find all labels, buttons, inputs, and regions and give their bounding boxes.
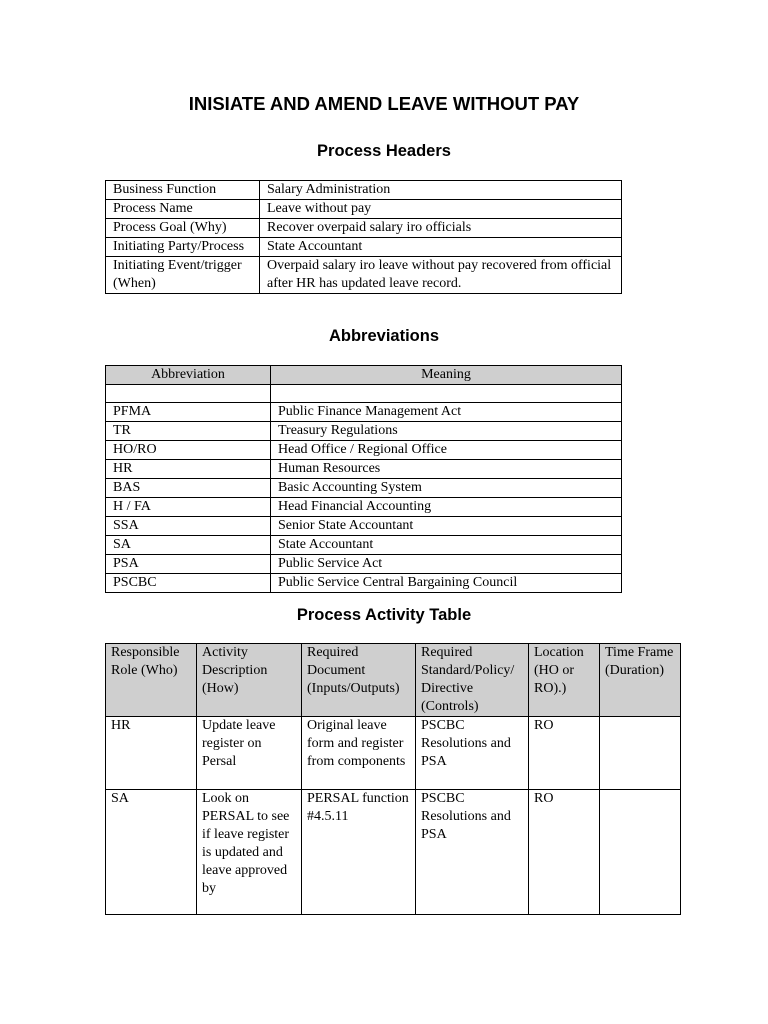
table-row — [106, 441, 622, 460]
table-row — [106, 200, 622, 219]
abbreviation-cell: PFMA — [106, 403, 271, 422]
location-cell: RO — [529, 790, 600, 915]
meaning-cell — [271, 385, 622, 403]
standard-cell: PSCBC Resolutions and PSA — [416, 790, 529, 915]
header-label: Process Goal (Why) — [106, 219, 260, 238]
location-cell: RO — [529, 717, 600, 790]
meaning-cell: Treasury Regulations — [271, 422, 622, 441]
header-value: Recover overpaid salary iro officials — [260, 219, 622, 238]
process-activity-heading: Process Activity Table — [296, 606, 472, 624]
process-headers-heading: Process Headers — [317, 142, 451, 160]
document-cell: PERSAL function #4.5.11 — [302, 790, 416, 915]
column-header-role: Responsible Role (Who) — [106, 644, 197, 717]
meaning-cell: Head Financial Accounting — [271, 498, 622, 517]
role-cell: HR — [106, 717, 197, 790]
header-label: Process Name — [106, 200, 260, 219]
time-frame-cell — [600, 790, 681, 915]
time-frame-cell — [600, 717, 681, 790]
abbreviation-cell: HR — [106, 460, 271, 479]
process-headers-table — [105, 180, 622, 294]
table-row — [106, 181, 622, 200]
document-cell: Original leave form and register from components — [302, 717, 416, 790]
abbreviations-table — [105, 365, 622, 593]
column-header-standard: Required Standard/Policy/ Directive (Controls) — [416, 644, 529, 717]
abbreviation-cell: H / FA — [106, 498, 271, 517]
abbreviation-cell: HO/RO — [106, 441, 271, 460]
meaning-cell: Public Service Central Bargaining Council — [271, 574, 622, 593]
document-title: INISIATE AND AMEND LEAVE WITHOUT PAY — [188, 93, 580, 114]
meaning-cell: Public Finance Management Act — [271, 403, 622, 422]
abbreviation-cell — [106, 385, 271, 403]
table-row — [106, 790, 681, 915]
table-header-row — [106, 644, 681, 717]
header-value: Salary Administration — [260, 181, 622, 200]
abbreviation-cell: SA — [106, 536, 271, 555]
meaning-cell: Basic Accounting System — [271, 479, 622, 498]
table-row — [106, 498, 622, 517]
meaning-cell: Head Office / Regional Office — [271, 441, 622, 460]
header-value: Overpaid salary iro leave without pay recovered from official after HR has updated leave record. — [260, 257, 622, 294]
table-row — [106, 238, 622, 257]
table-row — [106, 257, 622, 294]
meaning-cell: Public Service Act — [271, 555, 622, 574]
column-header-location: Location (HO or RO).) — [529, 644, 600, 717]
header-label: Initiating Party/Process — [106, 238, 260, 257]
standard-cell: PSCBC Resolutions and PSA — [416, 717, 529, 790]
table-row — [106, 536, 622, 555]
header-value: State Accountant — [260, 238, 622, 257]
header-label: Initiating Event/trigger (When) — [106, 257, 260, 294]
meaning-cell: Senior State Accountant — [271, 517, 622, 536]
abbreviation-cell: SSA — [106, 517, 271, 536]
description-cell: Update leave register on Persal — [197, 717, 302, 790]
meaning-cell: Human Resources — [271, 460, 622, 479]
header-label: Business Function — [106, 181, 260, 200]
table-row — [106, 555, 622, 574]
column-header-meaning: Meaning — [271, 366, 622, 385]
header-value: Leave without pay — [260, 200, 622, 219]
table-row — [106, 385, 622, 403]
abbreviation-cell: BAS — [106, 479, 271, 498]
table-row — [106, 574, 622, 593]
abbreviations-heading: Abbreviations — [328, 327, 440, 345]
table-header-row — [106, 366, 622, 385]
abbreviation-cell: TR — [106, 422, 271, 441]
meaning-cell: State Accountant — [271, 536, 622, 555]
table-row — [106, 460, 622, 479]
table-row — [106, 479, 622, 498]
table-row — [106, 717, 681, 790]
column-header-time-frame: Time Frame (Duration) — [600, 644, 681, 717]
table-row — [106, 517, 622, 536]
role-cell: SA — [106, 790, 197, 915]
column-header-document: Required Document (Inputs/Outputs) — [302, 644, 416, 717]
description-cell: Look on PERSAL to see if leave register is updated and leave approved by — [197, 790, 302, 915]
abbreviation-cell: PSCBC — [106, 574, 271, 593]
column-header-abbreviation: Abbreviation — [106, 366, 271, 385]
table-row — [106, 403, 622, 422]
table-row — [106, 219, 622, 238]
table-row — [106, 422, 622, 441]
process-activity-table — [105, 643, 681, 915]
abbreviation-cell: PSA — [106, 555, 271, 574]
column-header-description: Activity Description (How) — [197, 644, 302, 717]
